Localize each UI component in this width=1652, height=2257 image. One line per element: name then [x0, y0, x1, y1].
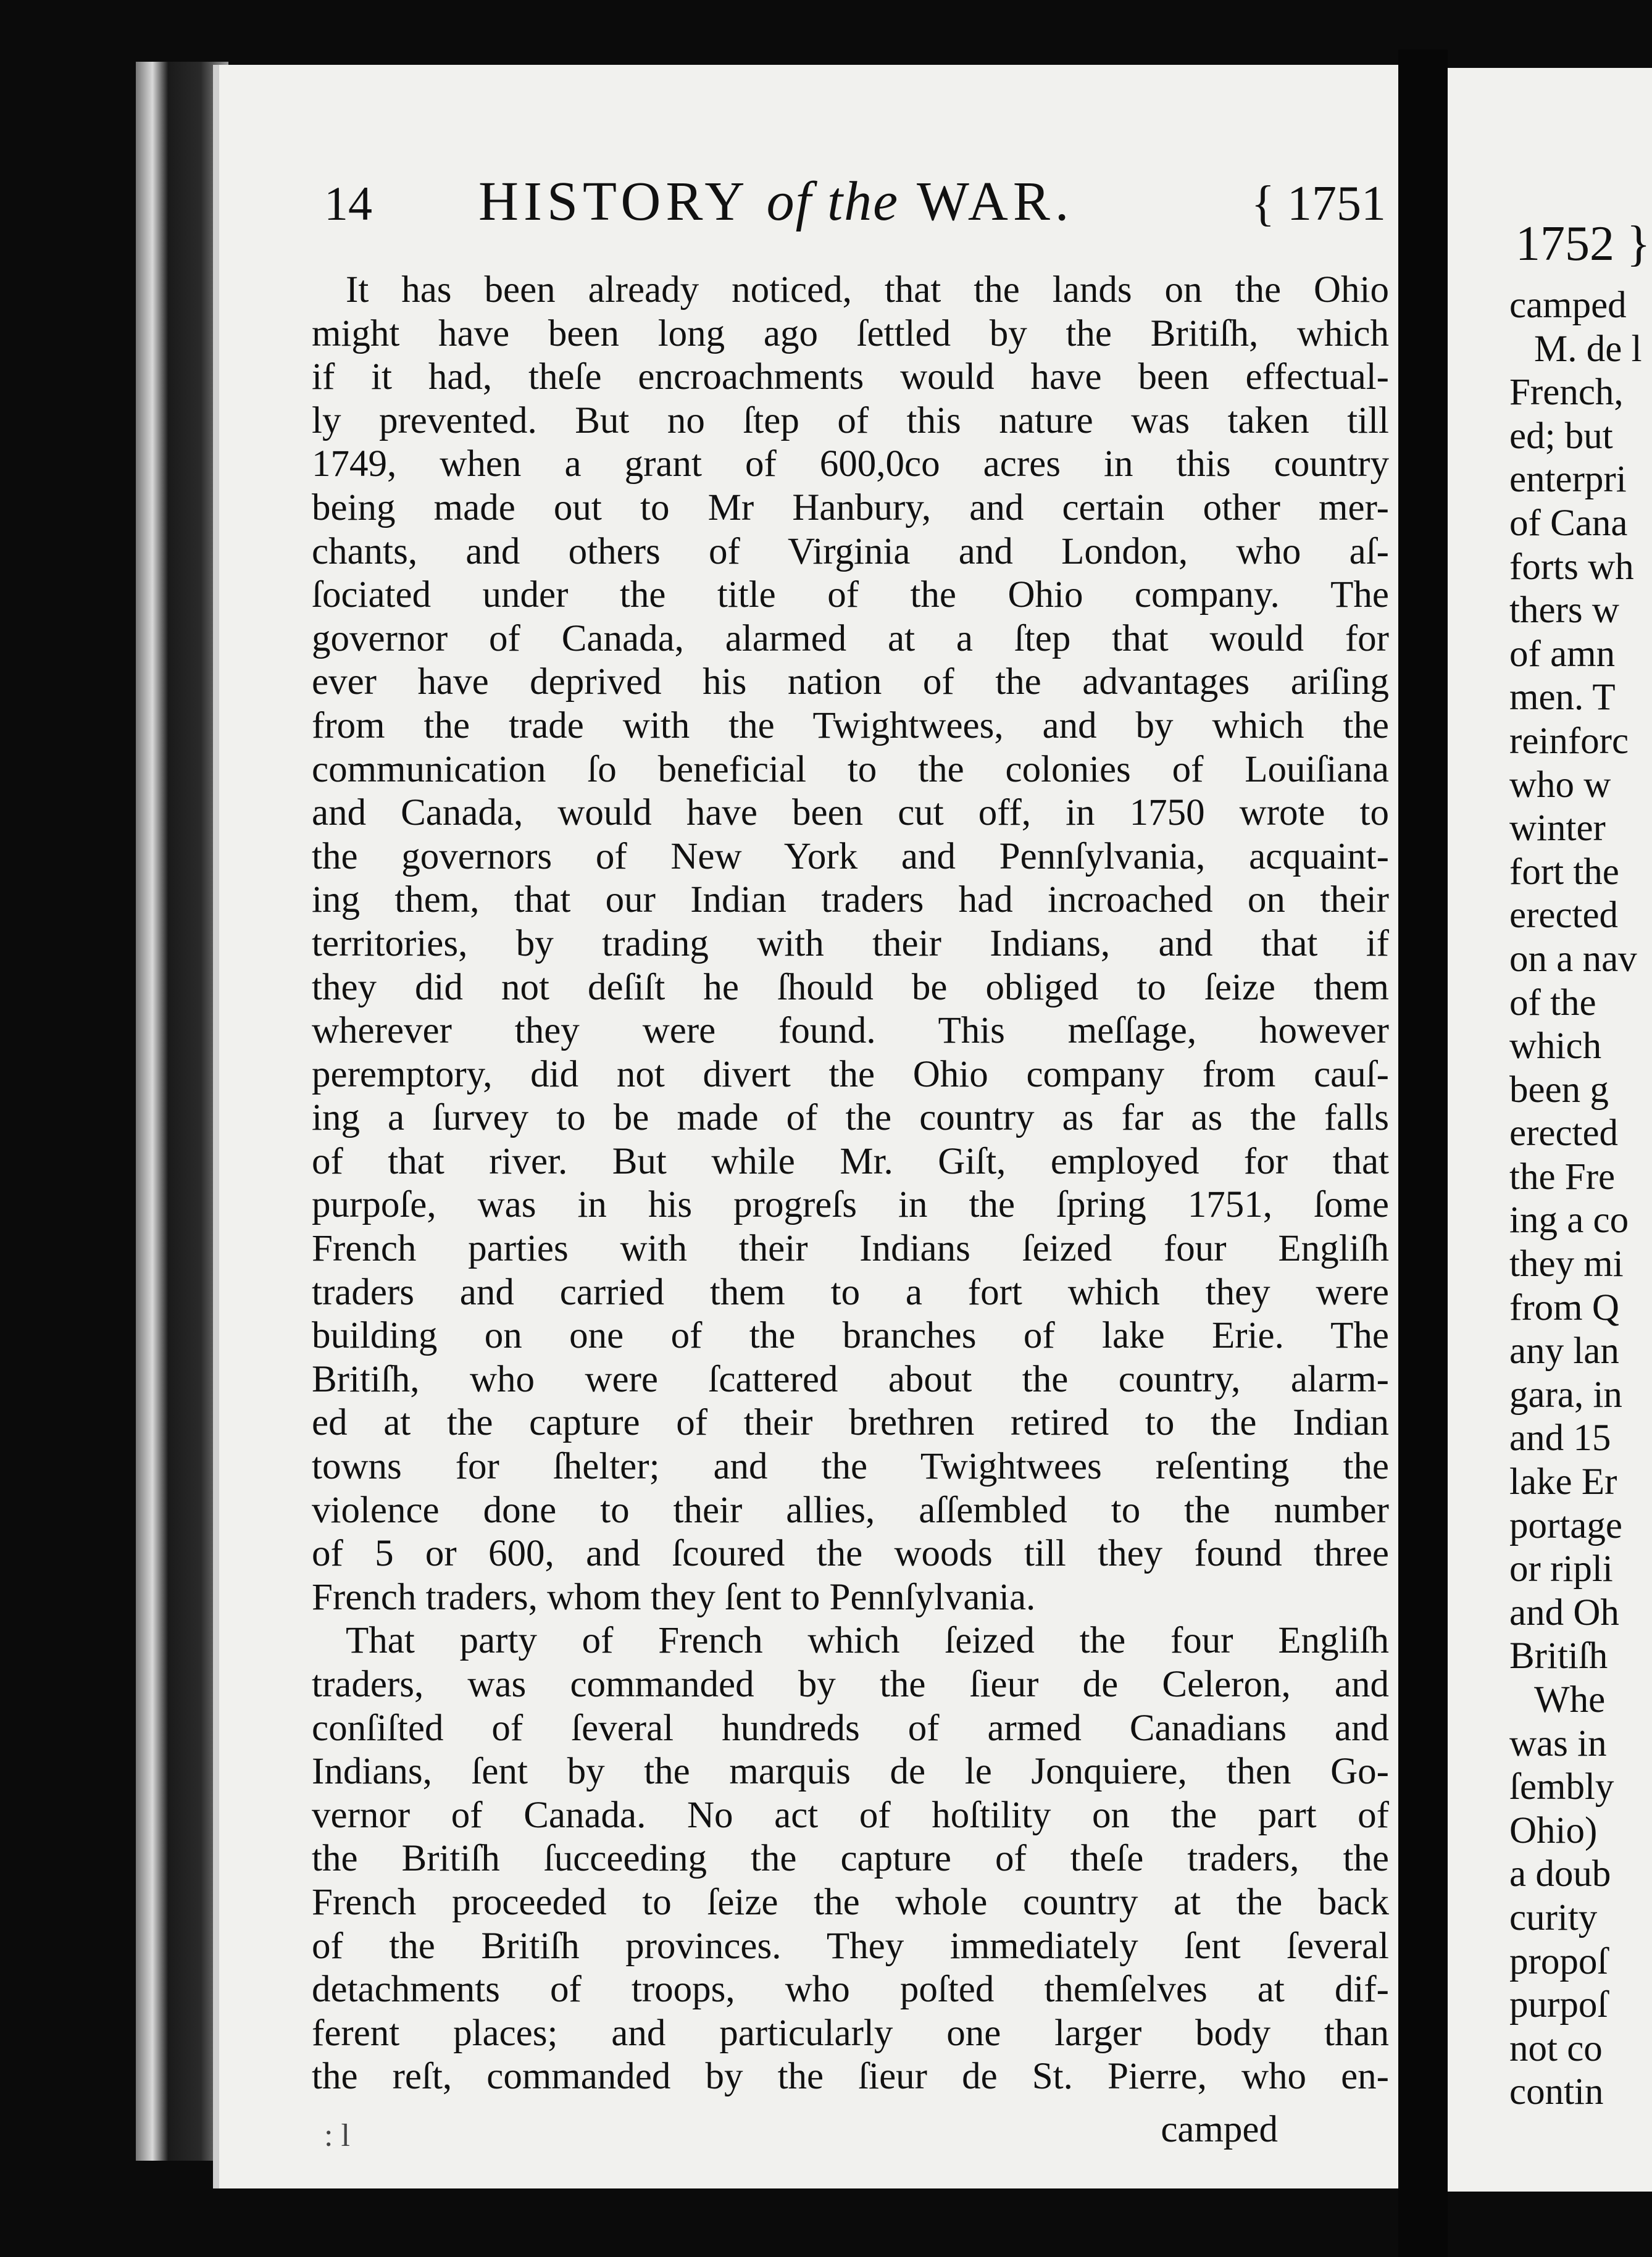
text-line: ed at the capture of their brethren retired to the Indian [312, 1402, 1389, 1444]
text-line: thers w [1509, 590, 1619, 632]
running-title [478, 170, 1074, 233]
text-line: on a nav [1509, 938, 1637, 980]
text-line: It has been already noticed, that the lands on the Ohio [346, 269, 1389, 311]
right-page-fragment [1448, 68, 1652, 2192]
text-line: might have been long ago ſettled by the Britiſh, which [312, 312, 1389, 354]
text-line: Britiſh [1509, 1635, 1608, 1677]
text-line: chants, and others of Virginia and London, who aſ- [312, 530, 1389, 572]
text-line: enterpri [1509, 459, 1627, 501]
text-line: ing them, that our Indian traders had incroached on their [312, 879, 1389, 921]
text-line: 1749, when a grant of 600,0co acres in this country [312, 443, 1389, 485]
text-line: of amn [1509, 633, 1616, 675]
text-line: ſociated under the title of the Ohio company. The [312, 574, 1389, 616]
text-line: winter [1509, 807, 1606, 849]
text-line: was in [1509, 1722, 1607, 1764]
text-line: from Q [1509, 1287, 1619, 1329]
text-line: communication ſo beneficial to the colonies of Louiſiana [312, 748, 1389, 790]
text-line: vernor of Canada. No act of hoſtility on the part of [312, 1794, 1389, 1836]
text-line: forts wh [1509, 546, 1634, 588]
text-line: the Fre [1509, 1156, 1616, 1198]
text-line: M. de l [1534, 328, 1642, 370]
text-line: governor of Canada, alarmed at a ſtep that would for [312, 617, 1389, 659]
text-line: ing a ſurvey to be made of the country as far as the falls [312, 1097, 1389, 1139]
running-title-history: HISTORY [478, 171, 748, 232]
text-line: ed; but [1509, 415, 1613, 457]
running-header [324, 151, 1386, 238]
text-line: Ohio) [1509, 1809, 1598, 1851]
text-line: French proceeded to ſeize the whole country at the back [312, 1881, 1389, 1923]
text-line: towns for ſhelter; and the Twightwees reſenting the [312, 1446, 1389, 1488]
text-line: they mi [1509, 1243, 1624, 1285]
text-line: gara, in [1509, 1374, 1622, 1416]
text-line: not co [1509, 2027, 1603, 2069]
signature-mark: : l [324, 2118, 350, 2153]
text-line: That party of French which ſeized the four Engliſh [346, 1620, 1389, 1662]
right-page-text [1509, 284, 1652, 2114]
text-line: of the Britiſh provinces. They immediately ſent ſeveral [312, 1925, 1389, 1967]
text-line: a doub [1509, 1853, 1611, 1895]
text-line: and 15 [1509, 1417, 1611, 1459]
text-line: lake Er [1509, 1461, 1617, 1503]
text-line: from the trade with the Twightwees, and by which the [312, 704, 1389, 746]
text-line: French parties with their Indians ſeized four Engliſh [312, 1228, 1389, 1270]
text-line: which [1509, 1025, 1602, 1067]
text-line: territories, by trading with their Indians, and that if [312, 922, 1389, 964]
body-text [312, 269, 1389, 2099]
text-line: of 5 or 600, and ſcoured the woods till they found three [312, 1533, 1389, 1575]
text-line: the Britiſh ſucceeding the capture of theſe traders, the [312, 1838, 1389, 1880]
text-line: ly prevented. But no ſtep of this nature was taken till [312, 399, 1389, 441]
text-line: men. T [1509, 677, 1616, 719]
text-line: fort the [1509, 851, 1619, 893]
text-line: purpoſe, was in his progreſs in the ſpring 1751, ſome [312, 1184, 1389, 1226]
running-title-war: WAR. [916, 171, 1074, 232]
text-line: camped [1509, 285, 1627, 326]
catchword: camped [1161, 2109, 1278, 2150]
text-line: if it had, theſe encroachments would have been effectual- [312, 356, 1389, 398]
text-line: of that river. But while Mr. Giſt, employed for that [312, 1140, 1389, 1182]
text-line: who w [1509, 764, 1611, 806]
page-number: 14 [324, 177, 372, 230]
text-line: wherever they were found. This meſſage, however [312, 1010, 1389, 1052]
text-line: erected [1509, 1112, 1619, 1154]
text-line: reinforc [1509, 720, 1629, 762]
text-line: the governors of New York and Pennſylvania, acquaint- [312, 835, 1389, 877]
text-line: ſembly [1509, 1766, 1614, 1808]
text-line: traders, was commanded by the ſieur de Celeron, and [312, 1664, 1389, 1705]
text-line: curity [1509, 1896, 1598, 1938]
text-line: purpoſ [1509, 1984, 1608, 2026]
text-line: ever have deprived his nation of the advantages ariſing [312, 661, 1389, 703]
text-line: traders and carried them to a fort which they were [312, 1271, 1389, 1313]
text-line: the reſt, commanded by the ſieur de St. Pierre, who en- [312, 2056, 1389, 2098]
text-line: erected [1509, 895, 1619, 937]
text-line: propoſ [1509, 1940, 1608, 1982]
text-line: violence done to their allies, aſſembled to the number [312, 1489, 1389, 1531]
text-line: of Cana [1509, 502, 1628, 544]
text-line: ferent places; and particularly one larger body than [312, 2012, 1389, 2054]
running-title-of-the: of the [766, 171, 899, 232]
text-line: or ripli [1509, 1548, 1613, 1590]
left-page [213, 65, 1404, 2188]
text-line: French, [1509, 372, 1624, 414]
text-line: been g [1509, 1069, 1609, 1111]
text-line: Britiſh, who were ſcattered about the country, alarm- [312, 1358, 1389, 1400]
text-line: being made out to Mr Hanbury, and certain other mer- [312, 486, 1389, 528]
right-page-header: 1752 } [1516, 217, 1651, 271]
text-line: peremptory, did not divert the Ohio company from cauſ- [312, 1053, 1389, 1095]
margin-year: { 1751 [1251, 177, 1386, 231]
text-line: contin [1509, 2071, 1604, 2113]
text-line: portage [1509, 1504, 1622, 1546]
text-line: and Oh [1509, 1592, 1619, 1633]
text-line: detachments of troops, who poſted themſelves at dif- [312, 1969, 1389, 2011]
text-line: conſiſted of ſeveral hundreds of armed Canadians and [312, 1707, 1389, 1749]
text-line: they did not deſiſt he ſhould be obliged to ſeize them [312, 966, 1389, 1008]
text-line: ing a co [1509, 1199, 1629, 1241]
text-line: Whe [1534, 1679, 1606, 1721]
text-line: and Canada, would have been cut off, in 1750 wrote to [312, 792, 1389, 834]
text-line: building on one of the branches of lake Erie. The [312, 1315, 1389, 1357]
text-line: of the [1509, 982, 1596, 1024]
text-line: French traders, whom they ſent to Pennſylvania. [312, 1576, 1036, 1618]
text-line: Indians, ſent by the marquis de le Jonquiere, then Go- [312, 1751, 1389, 1793]
text-line: any lan [1509, 1330, 1619, 1372]
page-gutter [1398, 49, 1448, 2257]
